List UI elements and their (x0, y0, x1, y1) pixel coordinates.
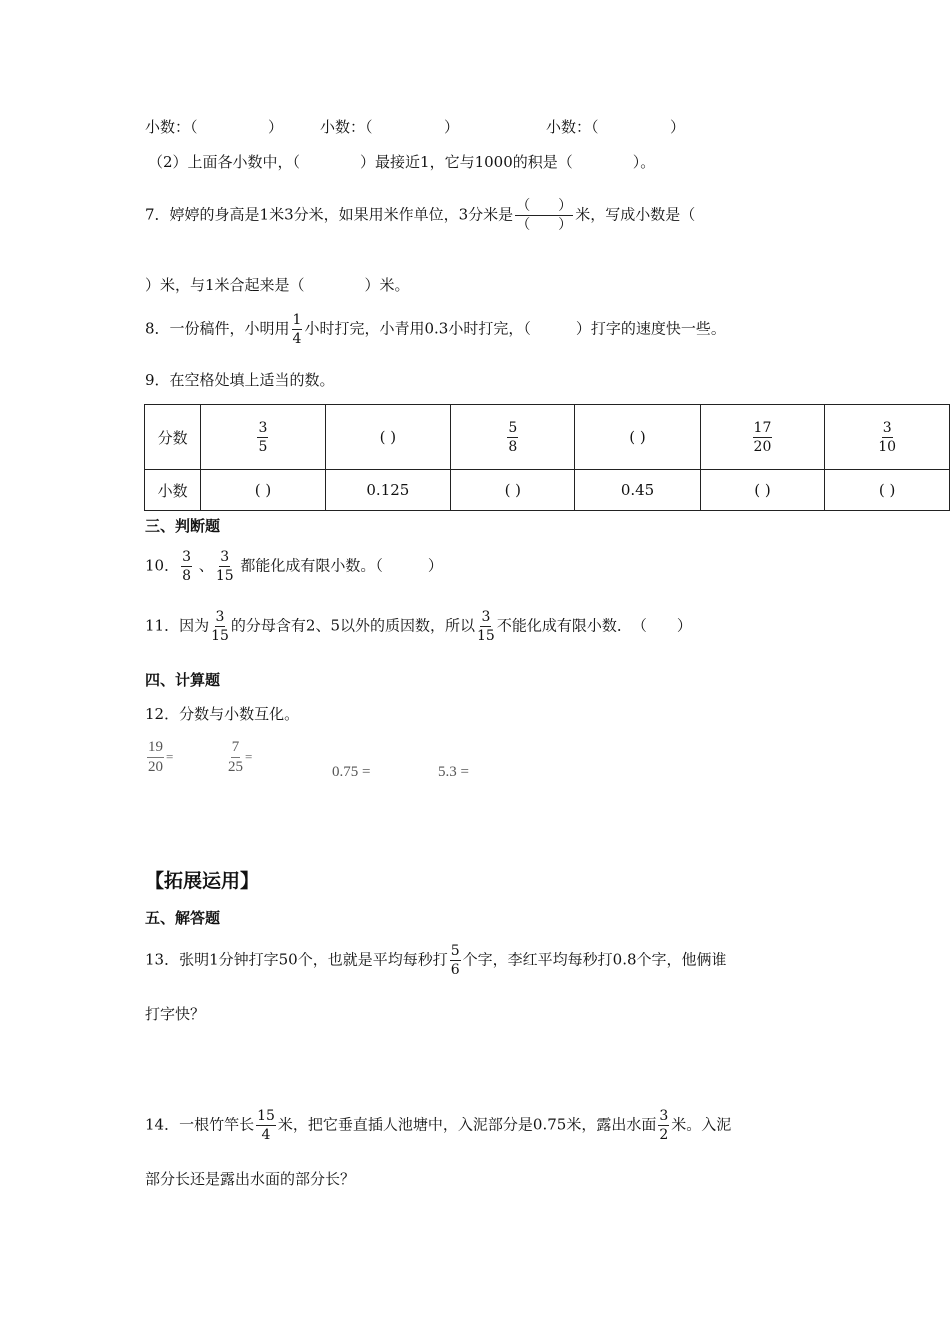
q12-i1-den: 20 (148, 759, 163, 775)
q11-text-1: 11．因为 (145, 616, 210, 635)
q9-cell-r1c5 (700, 405, 825, 470)
q6-decimal-label-2-end: ） (444, 118, 460, 136)
q12-i2-den: 25 (228, 759, 243, 775)
q8 (145, 313, 726, 346)
q9-cell-r2c3[interactable]: ( ) (451, 470, 575, 511)
q7-text-2: 米，写成小数是（ (575, 205, 696, 224)
q7-frac-num: （ ） (516, 198, 573, 214)
q9-r1c5-num: 17 (753, 419, 772, 436)
q13-text-1: 13．张明1分钟打字50个，也就是平均每秒打 (145, 950, 448, 969)
q9-cell-r2c5[interactable]: ( ) (700, 470, 825, 511)
q11-f2-den: 15 (477, 628, 495, 644)
q10-sep: 、 (198, 556, 214, 575)
q10-tail: 都能化成有限小数。（ ） (240, 556, 443, 575)
q13-frac-num: 5 (450, 943, 460, 959)
q10-f2-num: 3 (220, 549, 230, 565)
q9-row-fraction (145, 405, 950, 470)
q13 (145, 944, 727, 977)
q6-decimal-label-1-end: ） (268, 118, 284, 136)
q13-text-2: 个字，李红平均每秒打0.8个字，他俩谁 (462, 950, 727, 969)
q9-r1c3-den: 8 (508, 438, 518, 455)
q14-f2-num: 3 (659, 1108, 669, 1124)
q12-i2-num: 7 (231, 740, 241, 758)
q12-item-4: 5.3 = (438, 764, 469, 780)
q12-item-3: 0.75 = (332, 764, 371, 780)
q13-line2: 打字快？ (145, 1005, 206, 1023)
q14-text-2: 米，把它垂直插人池塘中，入泥部分是0.75米，露出水面 (277, 1115, 657, 1134)
q6-decimal-label-1: 小数：（ (145, 118, 198, 136)
q9-row1-label: 分数 (145, 405, 201, 470)
q6-part2: （2）上面各小数中，（ ）最接近1，它与1000的积是（ ）。 (148, 153, 656, 171)
q8-text-1: 8．一份稿件，小明用 (145, 319, 290, 338)
q12-i1-num: 19 (147, 740, 164, 758)
q9-row-decimal (145, 470, 950, 511)
q8-fraction (292, 313, 303, 346)
q11-f1-num: 3 (215, 609, 225, 625)
q8-frac-den: 4 (292, 331, 302, 347)
q9-r1c3-num: 5 (508, 419, 518, 436)
q7-blank-fraction (515, 199, 573, 232)
q9-cell-r1c6 (825, 405, 950, 470)
q13-frac-den: 6 (450, 962, 460, 978)
q14 (145, 1109, 731, 1142)
q9-cell-r1c2[interactable]: ( ) (325, 405, 451, 470)
q9-cell-r2c2: 0.125 (325, 470, 451, 511)
section-4-heading: 四、计算题 (145, 671, 221, 689)
q9-cell-r2c1[interactable]: ( ) (201, 470, 325, 511)
q11-f1-den: 15 (211, 628, 229, 644)
q11-text-3: 不能化成有限小数． （ ） (496, 616, 692, 635)
q10 (145, 550, 443, 583)
q10-lead: 10． (145, 556, 180, 575)
q9-r1c1-den: 5 (258, 438, 268, 455)
q9-r1c5-den: 20 (753, 438, 772, 455)
q12-i1-eq: = (166, 748, 174, 764)
q6-decimal-label-2: 小数：（ (320, 118, 373, 136)
q14-f2-den: 2 (659, 1127, 669, 1143)
section-3-heading: 三、判断题 (145, 517, 221, 535)
q9-cell-r2c6[interactable]: ( ) (825, 470, 950, 511)
extension-title: 【拓展运用】 (145, 870, 260, 892)
q10-f1-den: 8 (182, 568, 192, 584)
q9-row2-label: 小数 (145, 470, 201, 511)
q11-f2-num: 3 (481, 609, 491, 625)
q9-cell-r1c4[interactable]: ( ) (575, 405, 700, 470)
q9-cell-r1c1 (201, 405, 325, 470)
q6-decimal-label-3: 小数：（ (546, 118, 599, 136)
q7-line2: ）米，与1米合起来是（ ）米。 (145, 276, 410, 294)
q9-cell-r1c3 (451, 405, 575, 470)
q6-decimal-label-3-end: ） (670, 118, 686, 136)
q14-text-3: 米。入泥 (671, 1115, 732, 1134)
q9-title: 9．在空格处填上适当的数。 (145, 371, 335, 389)
q11 (145, 610, 692, 643)
q7-text-1: 7．婷婷的身高是1米3分米，如果用米作单位，3分米是 (145, 205, 514, 224)
q12-item-1 (145, 740, 173, 775)
q14-text-1: 14．一根竹竿长 (145, 1115, 255, 1134)
q12-item-2 (226, 740, 252, 775)
q7-frac-den: （ ） (516, 217, 573, 233)
q9-table (144, 404, 950, 511)
q8-frac-num: 1 (292, 312, 302, 328)
q9-r1c1-num: 3 (258, 419, 268, 436)
q14-f1-den: 4 (261, 1127, 271, 1143)
section-5-heading: 五、解答题 (145, 909, 221, 927)
q14-f1-num: 15 (257, 1108, 275, 1124)
q12-title: 12．分数与小数互化。 (145, 705, 300, 723)
q14-line2: 部分长还是露出水面的部分长？ (145, 1170, 356, 1188)
q10-f1-num: 3 (182, 549, 192, 565)
q9-r1c6-den: 10 (878, 438, 897, 455)
q10-f2-den: 15 (215, 568, 234, 584)
q12-i2-eq: = (245, 748, 253, 764)
q8-text-2: 小时打完，小青用0.3小时打完，（ ）打字的速度快一些。 (304, 319, 726, 338)
q7 (145, 199, 695, 232)
q9-cell-r2c4: 0.45 (575, 470, 700, 511)
q11-text-2: 的分母含有2、5以外的质因数，所以 (230, 616, 476, 635)
q9-r1c6-num: 3 (882, 419, 892, 436)
